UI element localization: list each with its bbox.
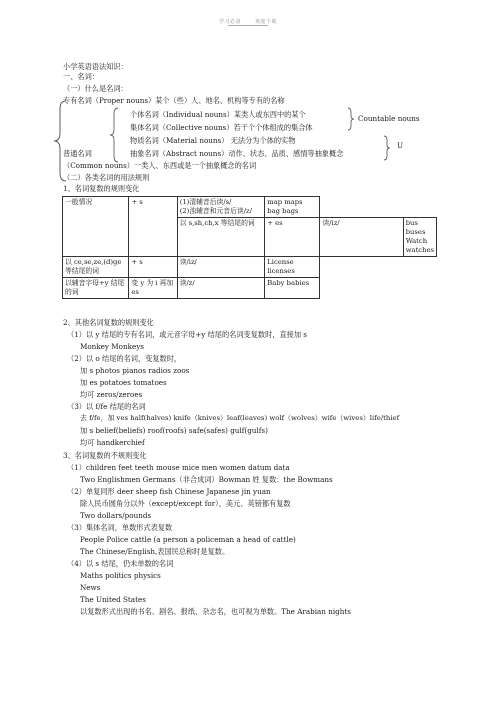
table-cell: (1)清辅音后读/s/ (2)浊辅音和元音后读/z/ — [177, 197, 265, 218]
section-heading: 一、名词： — [63, 72, 99, 81]
table-row — [63, 197, 437, 218]
example-line: Two Englishmen Germans（非合成词）Bowman 姓 复数：the Bowmans — [80, 475, 333, 484]
table-cell: 一般情况 — [63, 197, 129, 257]
header-rule — [228, 25, 268, 26]
example-line: 均可 handkerchief — [80, 438, 145, 447]
page-header — [0, 18, 496, 25]
example-line: 去 f/fe，加 ves half(halves) knife（knives）leaf(leaves) wolf（wolves）wife（wives）life/thief — [80, 414, 400, 422]
table-cell: 读/iz/ — [320, 218, 403, 257]
table-cell: 以 ce,se,ze,(d)ge 等结尾的词 — [63, 257, 129, 278]
example-line: 加 es potatoes tomatoes — [80, 378, 167, 387]
table-cell: + s — [129, 197, 177, 257]
abstract-noun-line: 抽象名词（Abstract nouns）动作、状态、品质、感情等抽象概念 — [130, 149, 344, 158]
example-line: 除人民币圆角分以外（except/except for），美元、英镑都有复数 — [80, 499, 291, 508]
table-cell: 以辅音字母+y 结尾的词 — [63, 278, 129, 299]
table-row — [63, 278, 437, 299]
example-line: The United States — [80, 595, 146, 604]
table-cell: map maps bag bags — [265, 197, 320, 218]
table-cell: 变 y 为 i 再加 es — [129, 278, 177, 299]
rule-line: （2）以 o 结尾的名词，变复数时， — [67, 354, 182, 363]
common-noun-label: 普通名词 — [63, 149, 92, 158]
right-brace-icon — [346, 106, 356, 132]
table-cell: 读/z/ — [177, 278, 265, 299]
table-cell: bus buses Watch watches — [403, 218, 436, 257]
material-noun-line: 物质名词（Material nouns） 无法分为个体的实物 — [130, 136, 296, 145]
example-line: 加 s belief(beliefs) roof(roofs) safe(safes) gulf(gulfs) — [80, 426, 268, 435]
common-noun-line: （Common nouns）一类人、东西或是一个抽象概念的名词 — [63, 161, 257, 170]
example-line: News — [80, 583, 101, 592]
rule-line: （1）以 y 结尾的专有名词，或元音字母+y 结尾的名词变复数时，直接加 s — [67, 330, 307, 339]
example-line: The Chinese/English,表国民总称时是复数。 — [80, 547, 230, 556]
table-cell: Baby babies — [265, 278, 320, 299]
rule-line: （4）以 s 结尾，仍未单数的名词 — [67, 559, 174, 568]
example-line: 均可 zeros/zeroes — [80, 390, 143, 399]
table-cell: + s — [129, 257, 177, 278]
header-left: 学习必备 — [218, 19, 241, 25]
individual-noun-line: 个体名词（Individual nouns）某类人或东西中的某个 — [130, 110, 306, 119]
collective-noun-line: 集体名词（Collective nouns）若干个个体组成的集合体 — [130, 123, 313, 132]
subsection-heading-2: （二）各类名词的用法规则 — [63, 173, 150, 182]
item-heading-1: 1、名词复数的规则变化 — [63, 184, 140, 193]
rule-line: （1）children feet teeth mouse mice men women datum data — [67, 463, 290, 472]
proper-noun-line: 专有名词（Proper nouns）某个（些）人、地名、机构等专有的名称 — [63, 96, 285, 105]
table-cell: 读/iz/ — [177, 257, 265, 278]
example-line: 以复数形式出现的书名、剧名、报纸、杂志名，也可视为单数。The Arabian nights — [80, 607, 351, 616]
item-heading-3: 3、名词复数的不规则变化 — [63, 451, 147, 460]
doc-title: 小学英语语法知识： — [63, 62, 128, 71]
inner-brace-icon — [108, 106, 120, 164]
header-right: 欢迎下载 — [255, 19, 278, 25]
table-cell: License licenses — [265, 257, 320, 278]
example-line: Maths politics physics — [80, 571, 161, 580]
table-cell: 以 s,sh,ch,x 等结尾的词 — [177, 218, 265, 257]
right-brace-icon-2 — [382, 134, 392, 162]
plural-rules-table — [62, 196, 437, 299]
table-cell: + es — [265, 218, 320, 257]
example-line: People Police cattle (a person a policeman a head of cattle) — [80, 535, 296, 544]
left-brace-icon — [52, 99, 68, 183]
rule-line: （3）以 f/fe 结尾的名词 — [67, 402, 146, 411]
rule-line: （2）单复同形 deer sheep fish Chinese Japanese jin yuan — [67, 487, 271, 496]
uncountable-label: U — [397, 141, 404, 150]
rule-line: （3）集体名词，单数形式表复数 — [67, 523, 173, 532]
example-line: Two dollars/pounds — [80, 511, 152, 520]
subsection-heading: （一）什么是名词： — [63, 84, 128, 93]
example-line: 加 s photos pianos radios zoos — [80, 366, 190, 375]
table-row — [63, 257, 437, 278]
example-line: Monkey Monkeys — [80, 342, 144, 351]
countable-label: Countable nouns — [358, 114, 420, 123]
item-heading-2: 2、其他名词复数的规则变化 — [63, 318, 154, 327]
